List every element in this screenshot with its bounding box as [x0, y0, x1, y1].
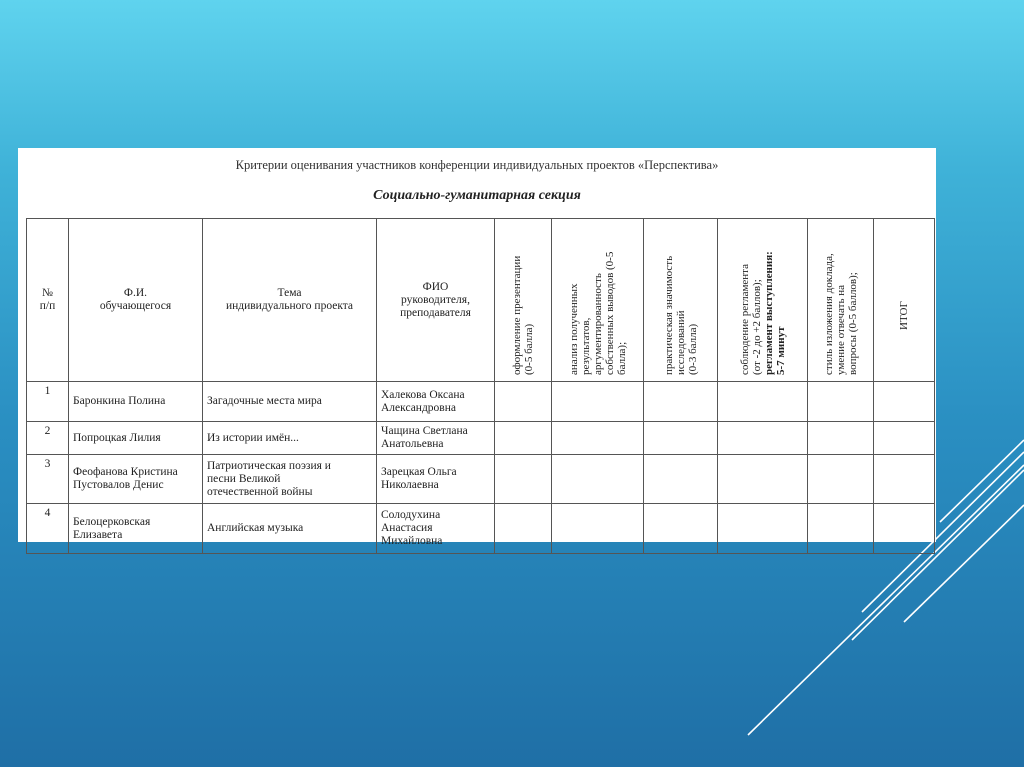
header-student: Ф.И. обучающегося — [69, 219, 203, 382]
header-criterion-regulation: соблюдение регламента (от -2 до +2 баллов); регламент выступления: 5-7 минут — [718, 219, 808, 382]
cell-topic: Патриотическая поэзия и песни Великой отечественной войны — [203, 455, 377, 504]
cell-score — [808, 422, 874, 455]
cell-supervisor: Зарецкая Ольга Николаевна — [377, 455, 495, 504]
table-row — [27, 455, 935, 504]
cell-student: Белоцерковская Елизавета — [69, 504, 203, 554]
cell-student: Попроцкая Лилия — [69, 422, 203, 455]
cell-supervisor: Чащина Светлана Анатольевна — [377, 422, 495, 455]
section-title: Социально-гуманитарная секция — [373, 188, 581, 203]
cell-score — [644, 422, 718, 455]
cell-score — [495, 422, 552, 455]
header-criterion-analysis: анализ полученных результатов, аргументированность собственных выводов (0-5 балла); — [552, 219, 644, 382]
header-total: ИТОГ — [874, 219, 935, 382]
document-sheet — [18, 148, 936, 547]
cell-score — [718, 382, 808, 422]
cell-score — [644, 382, 718, 422]
header-criterion-style: стиль изложения доклада, умение отвечать на вопросы (0-5 баллов); — [808, 219, 874, 382]
cell-num: 4 — [27, 504, 69, 554]
cell-score — [552, 422, 644, 455]
cell-score — [808, 382, 874, 422]
header-supervisor: ФИО руководителя, преподавателя — [377, 219, 495, 382]
cell-num: 1 — [27, 382, 69, 422]
header-criterion-practical: практическая значимость исследований (0-3 балла) — [644, 219, 718, 382]
cell-total — [874, 455, 935, 504]
cell-topic: Из истории имён... — [203, 422, 377, 455]
cell-score — [808, 455, 874, 504]
table-row — [27, 422, 935, 455]
cell-student: Феофанова Кристина Пустовалов Денис — [69, 455, 203, 504]
cell-score — [552, 455, 644, 504]
document-title: Критерии оценивания участников конференции индивидуальных проектов «Перспектива» — [235, 158, 719, 172]
cell-score — [552, 504, 644, 554]
header-topic: Тема индивидуального проекта — [203, 219, 377, 382]
cell-total — [874, 382, 935, 422]
cell-total — [874, 422, 935, 455]
table-row — [27, 504, 935, 554]
header-criterion-presentation: оформление презентации (0-5 балла) — [495, 219, 552, 382]
cell-num: 2 — [27, 422, 69, 455]
cell-num: 3 — [27, 455, 69, 504]
cell-supervisor: Солодухина Анастасия Михайловна — [377, 504, 495, 554]
cell-score — [718, 455, 808, 504]
table-header-row — [27, 219, 935, 382]
cell-score — [495, 382, 552, 422]
cell-topic: Английская музыка — [203, 504, 377, 554]
cell-score — [495, 455, 552, 504]
cell-topic: Загадочные места мира — [203, 382, 377, 422]
table-row — [27, 382, 935, 422]
cell-score — [718, 422, 808, 455]
cell-total — [874, 504, 935, 554]
cell-score — [495, 504, 552, 554]
cell-score — [644, 504, 718, 554]
cell-score — [808, 504, 874, 554]
header-num: № п/п — [27, 219, 69, 382]
cell-score — [644, 455, 718, 504]
cell-score — [552, 382, 644, 422]
cell-score — [718, 504, 808, 554]
cell-supervisor: Халекова Оксана Александровна — [377, 382, 495, 422]
criteria-table — [26, 218, 935, 554]
cell-student: Баронкина Полина — [69, 382, 203, 422]
